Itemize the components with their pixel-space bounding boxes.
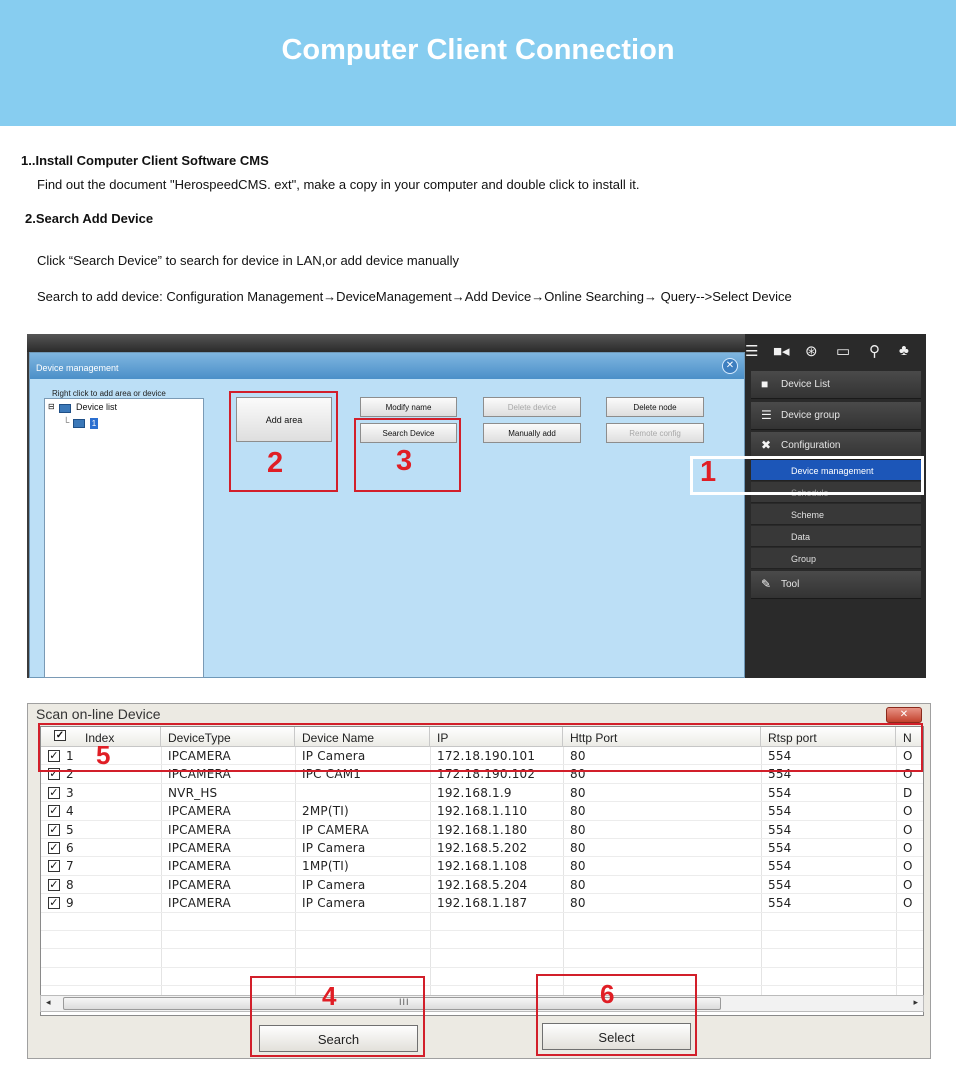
row-checkbox[interactable]: ✓ (49, 877, 59, 891)
cell-n: D (903, 785, 913, 800)
cell-ip: 192.168.1.9 (437, 785, 512, 800)
select-button[interactable]: Select (542, 1023, 691, 1050)
cell-index (41, 784, 161, 802)
row-index: 3 (66, 785, 74, 800)
nav-group[interactable]: Group (751, 548, 921, 569)
table-row[interactable] (41, 894, 923, 912)
cell-ip: 192.168.1.180 (437, 822, 528, 837)
cell-rtsp-port: 554 (768, 841, 792, 855)
cell-n: O (903, 859, 913, 874)
pin-icon[interactable]: ⚲ (869, 343, 880, 360)
step2-text-2: Search to add device: Configuration Management→DeviceManagement→Add Device→Online Searching→ Query-->Select Device (37, 289, 792, 304)
delete-node-button[interactable]: Delete node (606, 397, 704, 417)
cell-device-type: IPCAMERA (168, 749, 231, 763)
cell-http-port: 80 (570, 896, 586, 911)
cell-ip: 192.168.1.108 (437, 859, 528, 874)
cell-device-type: IPCAMERA (168, 877, 231, 892)
horizontal-scrollbar[interactable] (40, 995, 924, 1012)
header-banner (0, 0, 956, 126)
remote-config-button[interactable]: Remote config (606, 423, 704, 443)
step2-title: 2.Search Add Device (25, 211, 154, 226)
nav-device-management[interactable]: Device management (751, 460, 921, 481)
cell-http-port: 80 (570, 785, 586, 800)
wrench-icon: ✖ (761, 438, 772, 452)
row-index: 6 (66, 841, 74, 855)
table-row[interactable] (41, 784, 923, 802)
cell-http-port: 80 (570, 767, 586, 782)
highlight-box-4 (250, 976, 425, 1057)
marker-1: 1 (700, 456, 717, 488)
nav-data[interactable]: Data (751, 526, 921, 547)
area-icon (73, 419, 85, 428)
cell-device-type: NVR_HS (168, 785, 218, 800)
cell-n: O (903, 877, 913, 892)
list-icon (59, 404, 71, 413)
camera-icon[interactable]: ■◂ (773, 343, 790, 360)
cell-device-name: 1MP(TI) (302, 859, 349, 874)
highlight-box-1 (690, 456, 924, 495)
marker-4: 4 (322, 981, 337, 1011)
nav-device-group-label: Device group (781, 410, 840, 421)
highlight-box-5 (38, 723, 923, 772)
cell-ip: 192.168.1.187 (437, 896, 528, 911)
list-icon: ☰ (761, 408, 772, 422)
cell-http-port: 80 (570, 877, 586, 892)
cell-device-type: IPCAMERA (168, 841, 231, 855)
select-all-checkbox[interactable]: ✓ (55, 730, 65, 741)
cell-ip: 172.18.190.101 (437, 749, 536, 763)
table-row[interactable] (41, 802, 923, 820)
step1-text: Find out the document "HerospeedCMS. ext", make a copy in your computer and double click to install it. (37, 177, 640, 192)
cell-http-port: 80 (570, 859, 586, 874)
scan-window-title: Scan on-line Device (36, 706, 161, 722)
row-checkbox[interactable]: ✓ (49, 785, 59, 799)
table-row (41, 949, 923, 967)
cell-ip: 192.168.5.204 (437, 877, 528, 892)
table-row[interactable] (41, 821, 923, 839)
table-row[interactable] (41, 876, 923, 894)
cell-index (41, 821, 161, 839)
cell-n: O (903, 841, 913, 855)
marker-5: 5 (96, 740, 111, 770)
cell-n: O (903, 804, 913, 819)
cell-device-type: IPCAMERA (168, 767, 231, 782)
wrench-icon: ✎ (761, 577, 772, 591)
navigation-sidebar (745, 334, 926, 678)
cell-device-name (295, 784, 430, 802)
scroll-left-icon[interactable]: ◂ (46, 997, 51, 1007)
header-http-port[interactable]: Http Port (563, 727, 761, 747)
delete-device-button[interactable]: Delete device (483, 397, 581, 417)
header-index-label: Index (85, 731, 115, 745)
cell-device-type: IPCAMERA (168, 804, 231, 819)
tree-hint: Right click to add area or device (52, 389, 166, 398)
cell-rtsp-port: 554 (768, 785, 792, 800)
cell-device-name: IP CAMERA (302, 822, 369, 837)
cell-device-name: IP Camera (302, 749, 366, 763)
cell-device-name: IPC CAM1 (302, 767, 362, 782)
header-device-name[interactable]: Device Name (295, 727, 430, 747)
nav-tool-label: Tool (781, 579, 800, 590)
highlight-box-2 (229, 391, 338, 492)
table-row (41, 913, 923, 931)
marker-2: 2 (267, 447, 284, 479)
cell-rtsp-port: 554 (768, 896, 792, 911)
marker-3: 3 (396, 445, 413, 477)
cell-ip: 192.168.5.202 (437, 841, 528, 855)
modify-name-button[interactable]: Modify name (360, 397, 457, 417)
scroll-right-icon[interactable]: ▸ (913, 997, 918, 1007)
row-index: 8 (66, 877, 74, 892)
tree-connector: └ (63, 417, 70, 427)
row-checkbox[interactable]: ✓ (49, 822, 59, 836)
device-management-screenshot (27, 334, 926, 678)
page-title: Computer Client Connection (281, 34, 675, 66)
cell-rtsp-port: 554 (768, 804, 792, 819)
cell-device-name: IP Camera (302, 877, 366, 892)
cell-ip: 172.18.190.102 (437, 767, 536, 782)
close-icon[interactable]: ✕ (722, 358, 738, 374)
row-checkbox[interactable]: ✓ (49, 804, 59, 818)
row-checkbox[interactable]: ✓ (49, 896, 59, 910)
nav-device-list-label: Device List (781, 379, 830, 390)
row-index: 1 (66, 749, 74, 763)
cell-device-name: 2MP(TI) (302, 804, 349, 819)
row-index: 5 (66, 822, 74, 837)
cell-n: O (903, 896, 913, 911)
camera-icon: ■ (761, 377, 769, 391)
row-checkbox[interactable]: ✓ (49, 749, 59, 762)
highlight-box-6 (536, 974, 697, 1056)
cell-index (41, 894, 161, 912)
tree-root-label[interactable]: Device list (76, 402, 118, 412)
monitor-icon[interactable]: ▭ (836, 343, 851, 360)
search-device-button[interactable]: Search Device (360, 423, 457, 443)
cell-n: O (903, 822, 913, 837)
cell-index (41, 839, 161, 857)
cell-rtsp-port: 554 (768, 767, 792, 782)
header-n[interactable]: N (896, 727, 924, 747)
cell-index (41, 857, 161, 875)
cell-ip: 192.168.1.110 (437, 804, 528, 819)
scroll-grip-icon: III (399, 997, 410, 1007)
row-checkbox[interactable]: ✓ (49, 859, 59, 873)
toolbar-icons (745, 334, 926, 370)
nav-device-group[interactable] (751, 402, 921, 430)
table-row (41, 931, 923, 949)
tree-child-item[interactable]: 1 (91, 419, 97, 428)
row-index: 9 (66, 896, 74, 911)
list-icon[interactable]: ☰ (745, 343, 759, 360)
cell-index (41, 876, 161, 894)
nav-schedule[interactable]: Schedule (751, 482, 921, 503)
device-management-window (29, 352, 745, 678)
header-devicetype[interactable]: DeviceType (161, 727, 295, 747)
nav-configuration-label: Configuration (781, 440, 841, 451)
header-ip[interactable]: IP (430, 727, 563, 747)
step1-title: 1..Install Computer Client Software CMS (21, 153, 269, 168)
cell-http-port: 80 (570, 749, 586, 763)
nav-tool[interactable] (751, 571, 921, 599)
alarm-icon[interactable]: ♣ (899, 342, 909, 359)
cell-device-type: IPCAMERA (168, 859, 231, 874)
table-row[interactable] (41, 839, 923, 857)
search-button[interactable]: Search (259, 1025, 418, 1052)
row-checkbox[interactable]: ✓ (49, 767, 59, 781)
close-icon[interactable]: ✕ (886, 707, 922, 723)
cell-rtsp-port: 554 (768, 822, 792, 837)
window-title: Device management (30, 353, 744, 379)
row-index: 4 (66, 804, 74, 819)
cell-http-port: 80 (570, 822, 586, 837)
cell-device-type: IPCAMERA (168, 896, 231, 911)
table-row[interactable] (41, 857, 923, 875)
cell-device-name: IP Camera (302, 896, 366, 911)
cell-device-type: IPCAMERA (168, 822, 231, 837)
device-tree[interactable] (44, 398, 204, 678)
cell-rtsp-port: 554 (768, 749, 792, 763)
row-checkbox[interactable]: ✓ (49, 841, 59, 854)
cell-rtsp-port: 554 (768, 859, 792, 874)
manually-add-button[interactable]: Manually add (483, 423, 581, 443)
header-rtsp-port[interactable]: Rtsp port (761, 727, 896, 747)
cell-http-port: 80 (570, 804, 586, 819)
cell-n: O (903, 749, 913, 763)
cell-rtsp-port: 554 (768, 877, 792, 892)
add-area-button[interactable]: Add area (236, 397, 332, 442)
row-index: 2 (66, 767, 74, 782)
cell-index (41, 802, 161, 820)
cell-device-name: IP Camera (302, 841, 366, 855)
cell-n: O (903, 767, 913, 782)
nav-scheme[interactable]: Scheme (751, 504, 921, 525)
row-index: 7 (66, 859, 74, 874)
expand-icon[interactable]: ⊟ (48, 402, 55, 411)
marker-6: 6 (600, 979, 615, 1009)
table-row (41, 968, 923, 986)
reel-icon[interactable]: ⊛ (805, 343, 818, 360)
nav-device-list[interactable] (751, 371, 921, 399)
cell-http-port: 80 (570, 841, 586, 855)
step2-text-1: Click “Search Device” to search for device in LAN,or add device manually (37, 253, 459, 268)
scan-device-screenshot (27, 703, 931, 1059)
